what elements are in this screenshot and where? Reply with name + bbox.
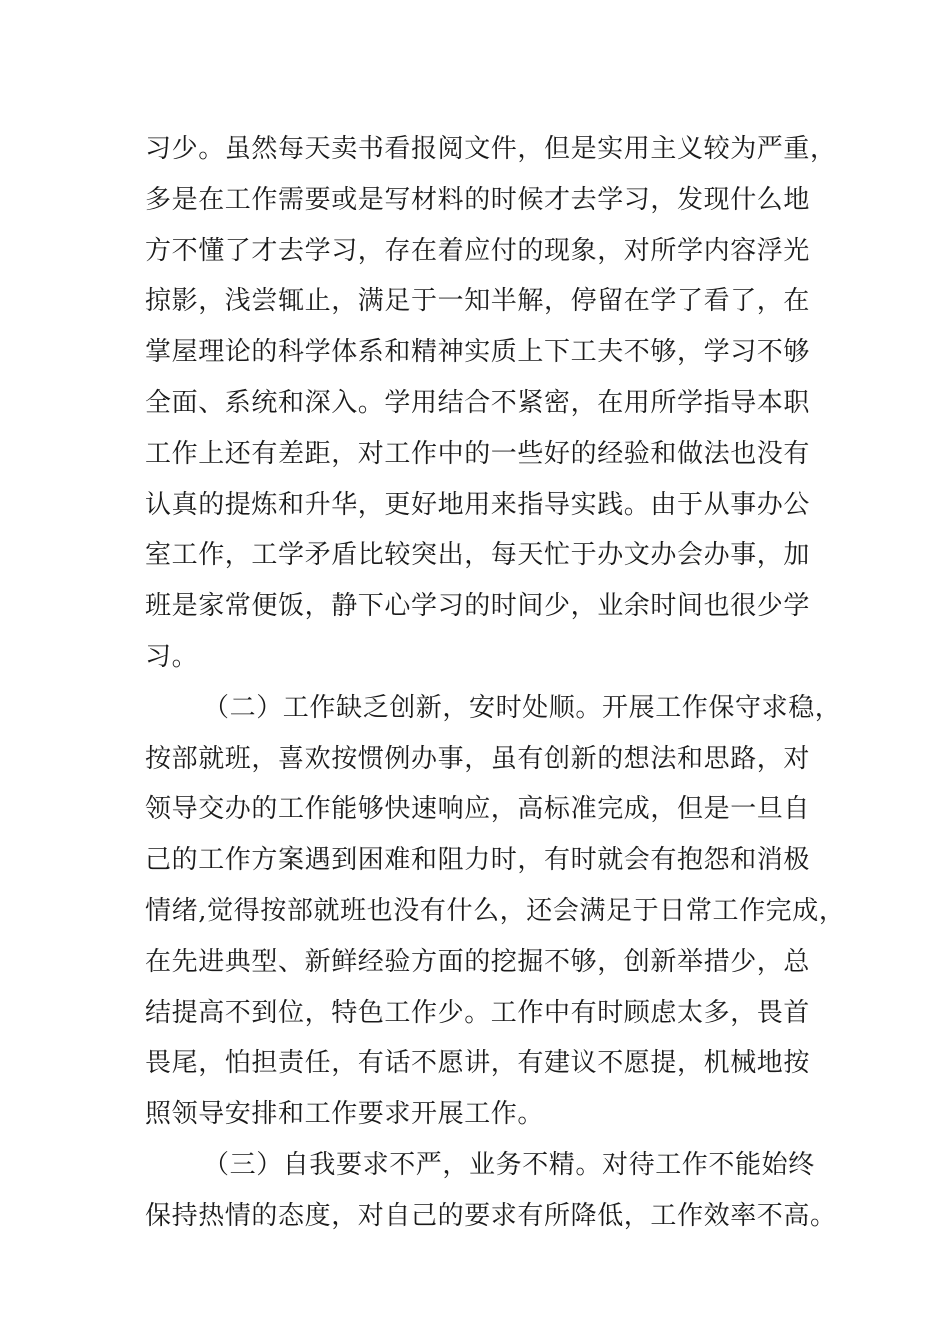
text-line: 畏尾，怕担责任，有话不愿讲，有建议不愿提，机械地按 xyxy=(145,1048,811,1079)
section-heading-line: （三）自我要求不严，业务不精。对待工作不能始终 xyxy=(203,1149,815,1180)
text-line: 照领导安排和工作要求开展工作。 xyxy=(145,1099,545,1130)
text-line: 全面、系统和深入。学用结合不紧密，在用所学指导本职 xyxy=(145,387,811,418)
text-line: 方不懂了才去学习，存在着应付的现象，对所学内容浮光 xyxy=(145,235,811,266)
text-line: 工作上还有差距，对工作中的一些好的经验和做法也没有 xyxy=(145,438,811,469)
text-line: 按部就班，喜欢按惯例办事，虽有创新的想法和思路，对 xyxy=(145,743,811,774)
text-line: 掠影，浅尝辄止，满足于一知半解，停留在学了看了，在 xyxy=(145,286,811,317)
text-line: 情绪,觉得按部就班也没有什么，还会满足于日常工作完成， xyxy=(145,895,846,926)
document-body xyxy=(145,124,846,1242)
text-line: 保持热情的态度，对自己的要求有所降低，工作效率不高。 xyxy=(145,1200,837,1231)
text-line: 班是家常便饭，静下心学习的时间少，业余时间也很少学 xyxy=(145,591,811,622)
text-line: 多是在工作需要或是写材料的时候才去学习，发现什么地 xyxy=(145,184,811,215)
text-line: 掌屋理论的科学体系和精神实质上下工夫不够，学习不够 xyxy=(145,337,811,368)
text-line: 习。 xyxy=(145,641,199,672)
text-line: 己的工作方案遇到困难和阻力时，有时就会有抱怨和消极 xyxy=(145,845,811,876)
text-line: 认真的提炼和升华，更好地用来指导实践。由于从事办公 xyxy=(145,489,811,520)
section-heading-line: （二）工作缺乏创新，安时处顺。开展工作保守求稳， xyxy=(203,692,842,723)
text-line: 领导交办的工作能够快速响应，高标准完成，但是一旦自 xyxy=(145,794,811,825)
text-line: 室工作，工学矛盾比较突出，每天忙于办文办会办事，加 xyxy=(145,540,811,571)
text-line: 习少。虽然每天卖书看报阅文件，但是实用主义较为严重， xyxy=(145,134,837,164)
text-line: 在先进典型、新鲜经验方面的挖掘不够，创新举措少，总 xyxy=(145,946,811,977)
text-line: 结提高不到位，特色工作少。工作中有时顾虑太多，畏首 xyxy=(145,997,811,1028)
